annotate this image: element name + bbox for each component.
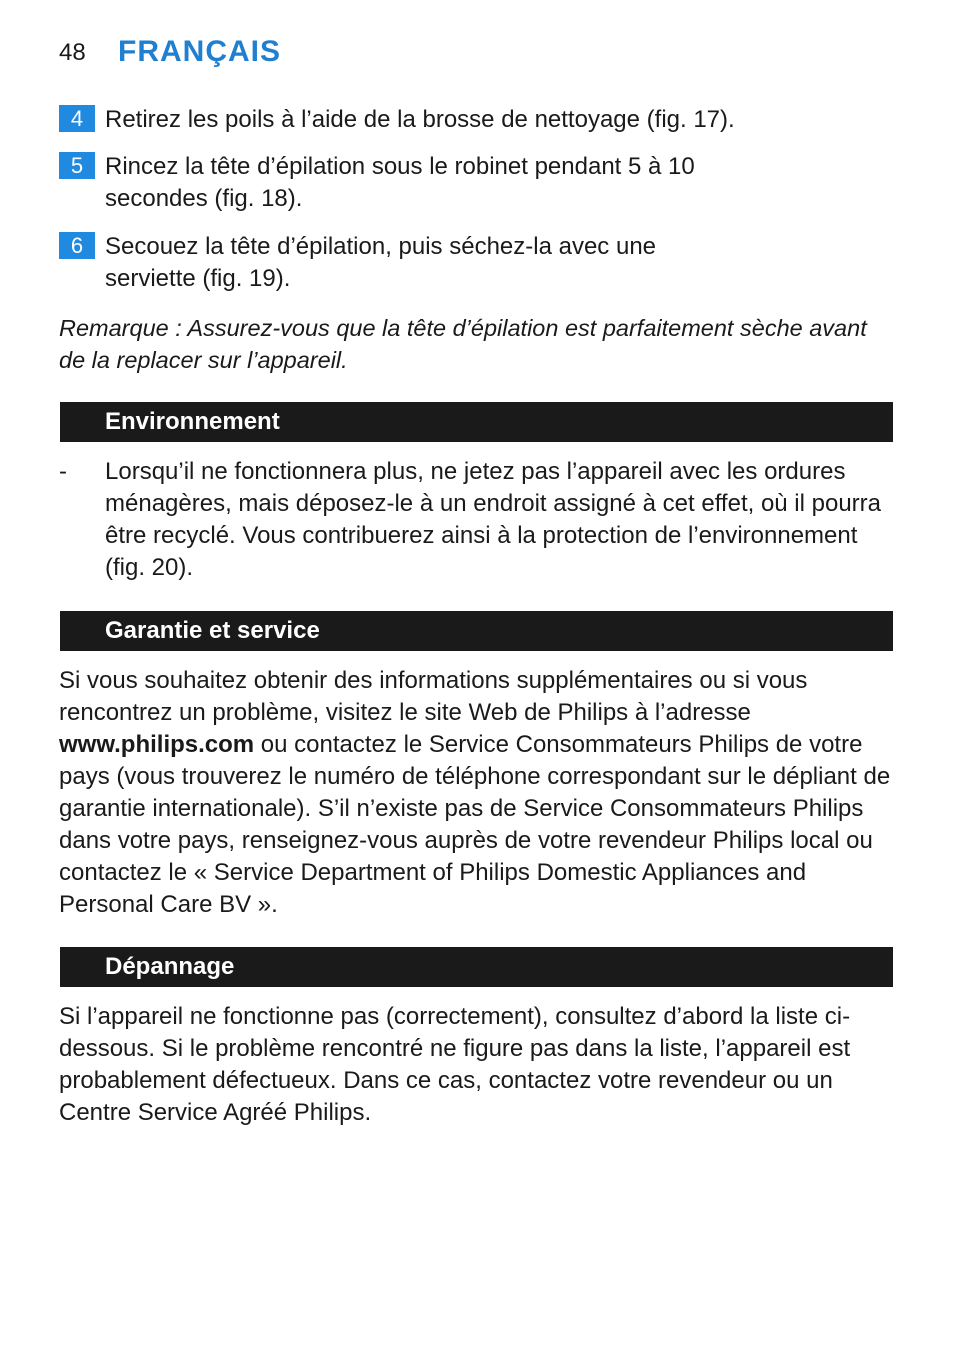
page-number: 48	[59, 39, 86, 66]
troubleshooting-paragraph: Si l’appareil ne fonctionne pas (correctement), consultez d’abord la liste ci-dessous. Si le problème rencontré ne figure pas dans la liste, l’appareil est probablement défectueux. Dans ce cas, contactez votre revendeur ou un Centre Service Agréé Philips.	[59, 1003, 851, 1126]
step-number-badge: 6	[59, 232, 95, 259]
section-title: Environnement	[105, 408, 280, 435]
language-title: FRANÇAIS	[118, 35, 281, 68]
section-header-warranty	[60, 611, 893, 651]
section-header-troubleshooting	[60, 947, 893, 987]
step-number-badge: 5	[59, 152, 95, 179]
step-text: Retirez les poils à l’aide de la brosse de nettoyage (fig. 17).	[105, 106, 735, 133]
philips-website-link[interactable]: www.philips.com	[59, 731, 255, 758]
step-number-badge: 4	[59, 105, 95, 132]
step-5	[59, 151, 759, 215]
warranty-text-before: Si vous souhaitez obtenir des informations supplémentaires ou si vous rencontrez un problème, visitez le site Web de Philips à l’adresse	[59, 667, 808, 726]
warranty-paragraph	[59, 665, 895, 921]
step-text: Secouez la tête d’épilation, puis séchez-la avec une serviette (fig. 19).	[105, 233, 657, 292]
bullet-dash: -	[59, 458, 67, 485]
section-header-environment	[60, 402, 893, 442]
step-text: Rincez la tête d’épilation sous le robinet pendant 5 à 10 secondes (fig. 18).	[105, 153, 695, 212]
bullet-text: Lorsqu’il ne fonctionnera plus, ne jetez pas l’appareil avec les ordures ménagères, mais déposez-le à un endroit assigné à cet effet, où il pourra être recyclé. Vous contribuerez ainsi à la protection de l’environnement (fig. 20).	[105, 458, 882, 581]
section-title: Garantie et service	[105, 617, 320, 644]
remark-note: Remarque : Assurez-vous que la tête d’épilation est parfaitement sèche avant de la replacer sur l’appareil.	[59, 315, 867, 373]
section-title: Dépannage	[105, 953, 235, 980]
step-4	[59, 104, 889, 136]
warranty-text-after: ou contactez le Service Consommateurs Philips de votre pays (vous trouverez le numéro de téléphone correspondant sur le dépliant de garantie internationale). S’il n’existe pas de Service Consommateurs Philips dans votre pays, renseignez-vous auprès de votre revendeur Philips local ou contactez le « Service Department of Philips Domestic Appliances and Personal Care BV ».	[59, 731, 891, 918]
step-6	[59, 231, 749, 295]
environment-bullet	[59, 456, 895, 584]
